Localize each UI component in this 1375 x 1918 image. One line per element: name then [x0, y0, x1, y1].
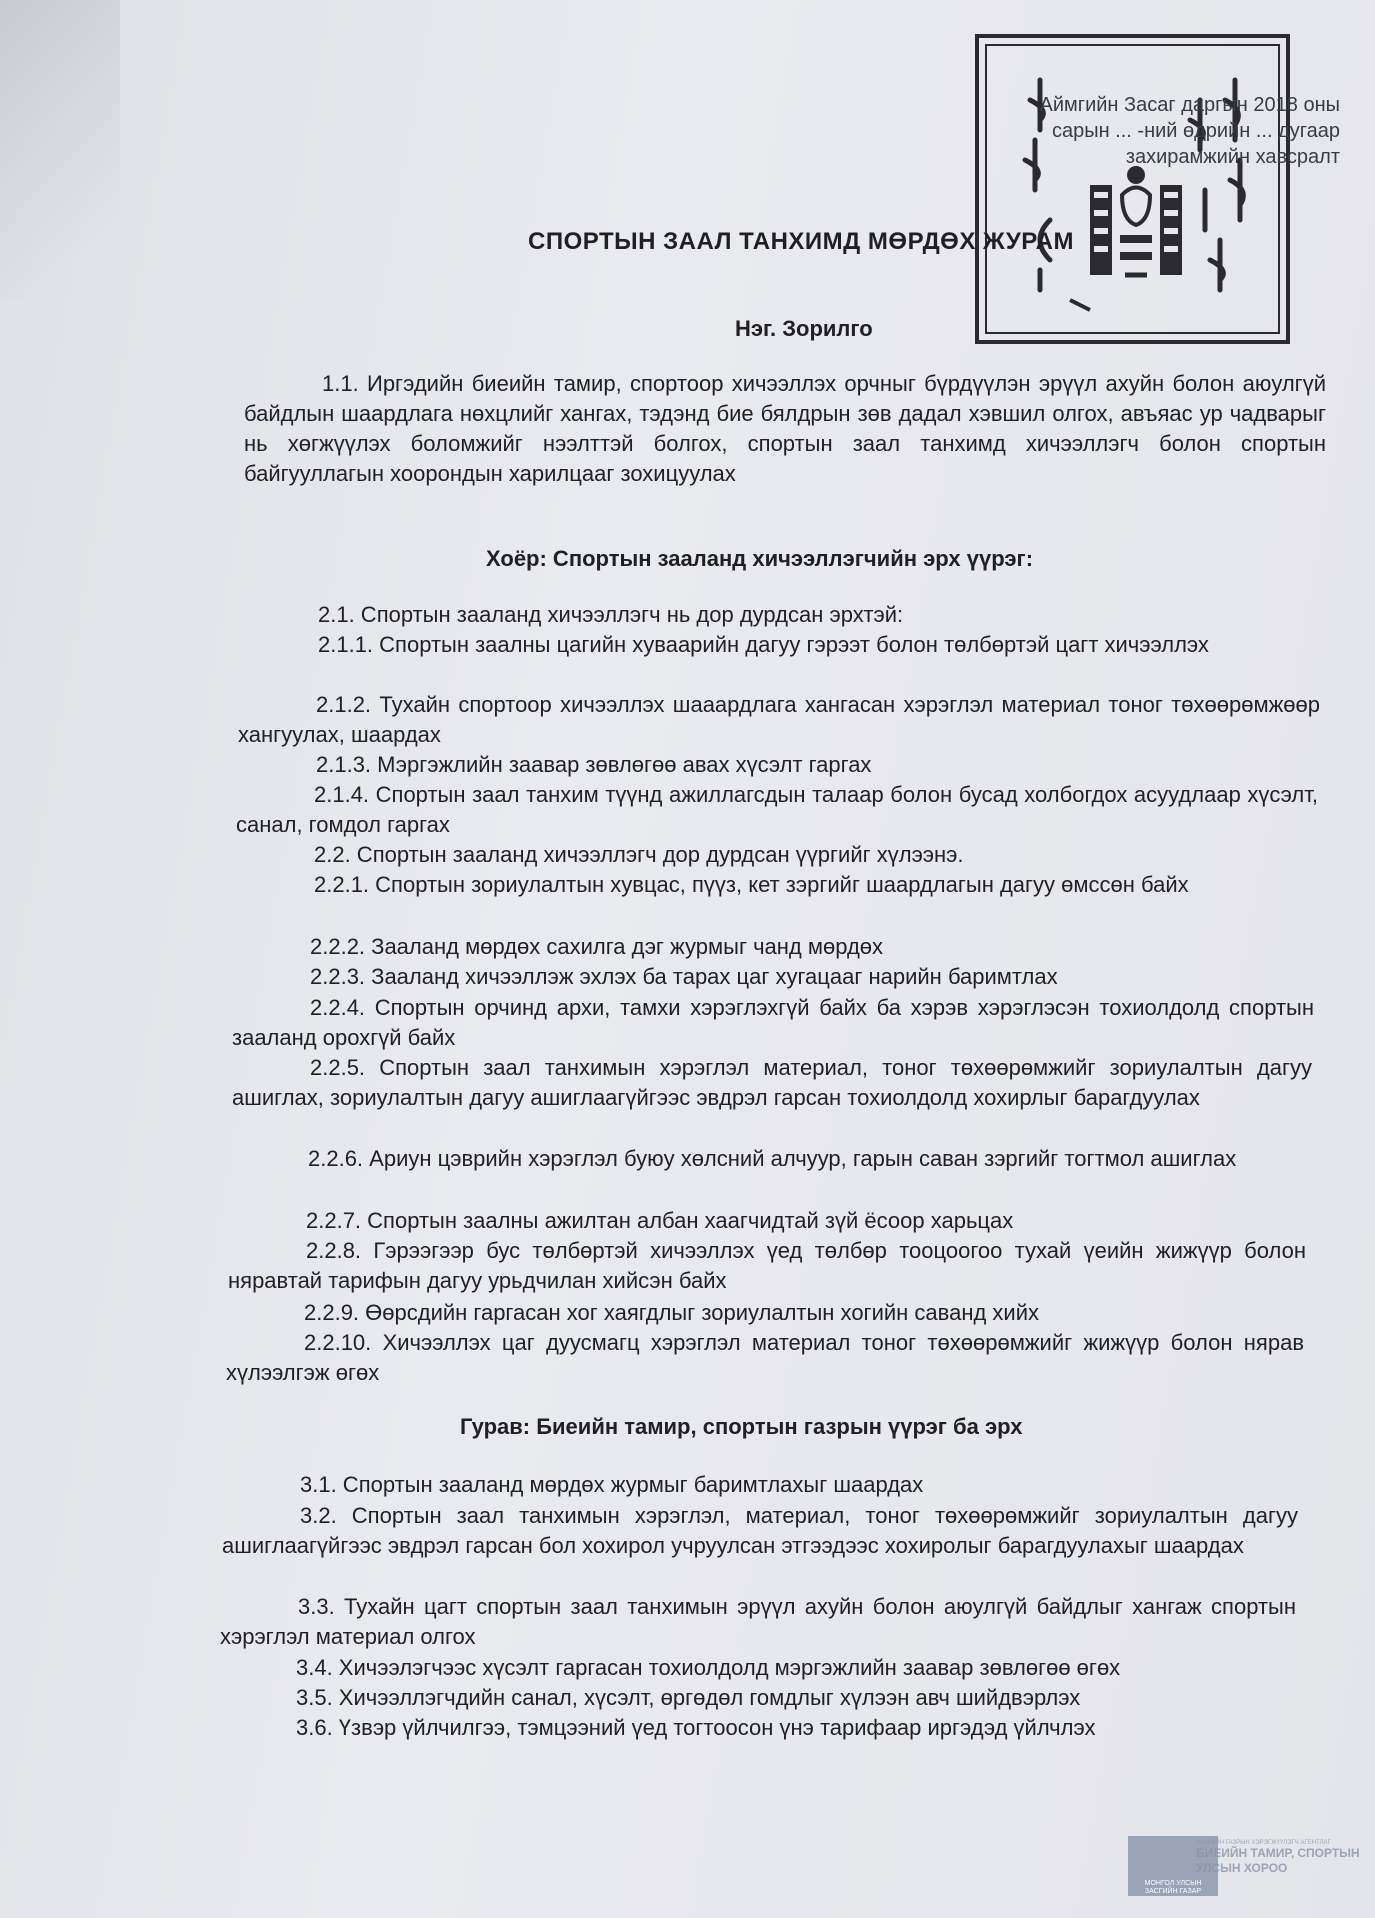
paragraph-2-2-7: 2.2.7. Спортын заалны ажилтан албан хаагчидтай зүй ёсоор харьцах: [306, 1208, 1014, 1233]
agency-watermark: [1196, 1840, 1366, 1876]
paragraph-2-2-10: 2.2.10. Хичээллэх цаг дуусмагц хэрэглэл материал тоног төхөөрөмжийг жижүүр болон нярав хүлээлгэж өгөх: [226, 1330, 1304, 1385]
paragraph-3-4: 3.4. Хичээлэгчээс хүсэлт гаргасан тохиолдолд мэргэжлийн заавар зөвлөгөө өгөх: [296, 1655, 1121, 1680]
paragraph-2-2-5: 2.2.5. Спортын заал танхимын хэрэглэл материал, тоног төхөөрөмжийг зориулалтын дагуу ашиглах, зориулалтын дагуу ашиглаагүйгээс эвдрэл гарсан тохиолдолд хохирлыг барагдуулах: [232, 1055, 1312, 1110]
approval-note: [930, 92, 1340, 170]
paragraph-3-3: 3.3. Тухайн цагт спортын заал танхимын эрүүл ахуйн болон аюулгүй байдлыг хангаж спортын хэрэглэл материал олгох: [220, 1594, 1296, 1649]
watermark-small-line: ЗАСГИЙН ГАЗРЫН ХЭРЭГЖҮҮЛЭГЧ АГЕНТЛАГ: [1196, 1840, 1331, 1846]
approval-line-1: Аймгийн Засаг даргын 2018 оны: [1039, 94, 1340, 116]
paragraph-2-2-3: 2.2.3. Зааланд хичээллэж эхлэх ба тарах цаг хугацааг нарийн баримтлах: [310, 964, 1058, 989]
page-shadow: [0, 0, 120, 300]
document-title: СПОРТЫН ЗААЛ ТАНХИМД МӨРДӨХ ЖУРАМ: [528, 228, 1074, 255]
paragraph-2-1-2: 2.1.2. Тухайн спортоор хичээллэх шааардлага хангасан хэрэглэл материал тоног төхөөрөмжөөр хангуулах, шаардах: [238, 692, 1320, 747]
paragraph-2-2: 2.2. Спортын зааланд хичээллэгч дор дурдсан үүргийг хүлээнэ.: [314, 842, 964, 867]
paragraph-3-6: 3.6. Үзвэр үйлчилгээ, тэмцээний үед тогтоосон үнэ тарифаар иргэдэд үйлчлэх: [296, 1715, 1096, 1740]
paragraph-2-2-2: 2.2.2. Зааланд мөрдөх сахилга дэг журмыг чанд мөрдөх: [310, 934, 884, 959]
paragraph-3-1: 3.1. Спортын зааланд мөрдөх журмыг баримтлахыг шаардах: [300, 1472, 924, 1497]
approval-line-3: захирамжийн хавсралт: [1125, 146, 1340, 168]
emblem-caption: МОНГОЛ УЛСЫН ЗАСГИЙН ГАЗАР: [1144, 1880, 1202, 1895]
paragraph-2-2-9: 2.2.9. Өөрсдийн гаргасан хог хаягдлыг зориулалтын хогийн саванд хийх: [304, 1300, 1040, 1325]
watermark-line-2: УЛСЫН ХОРОО: [1196, 1861, 1288, 1875]
section-2-heading: Хоёр: Спортын зааланд хичээллэгчийн эрх үүрэг:: [486, 546, 1034, 571]
paragraph-2-2-6: 2.2.6. Ариун цэврийн хэрэглэл буюу хөлсний алчуур, гарын саван зэргийг тогтмол ашиглах: [308, 1146, 1237, 1171]
approval-line-2: сарын ... -ний өдрийн ... дугаар: [1051, 120, 1340, 142]
section-3-heading: Гурав: Биеийн тамир, спортын газрын үүрэг ба эрх: [460, 1414, 1023, 1439]
paragraph-2-2-4: 2.2.4. Спортын орчинд архи, тамхи хэрэглэхгүй байх ба хэрэв хэрэглэсэн тохиолдолд спортын зааланд орохгүй байх: [232, 995, 1314, 1050]
paragraph-2-1-3: 2.1.3. Мэргэжлийн заавар зөвлөгөө авах хүсэлт гаргах: [316, 752, 872, 777]
paragraph-2-2-8: 2.2.8. Гэрээгээр бус төлбөртэй хичээллэх үед төлбөр тооцоогоо тухай үеийн жижүүр болон няравтай тарифын дагуу урьдчилан хийсэн байх: [228, 1238, 1306, 1293]
paragraph-1-1: 1.1. Иргэдийн биеийн тамир, спортоор хичээллэх орчныг бүрдүүлэн эрүүл ахуйн болон аюулгүй байдлын шаардлага нөхцлийг хангах, тэдэнд бие бялдрын зөв дадал хэвшил олгох, авъяас ур чадварыг нь хөгжүүлэх боломжийг нээлттэй болгох, спортын заал танхимд хичээллэгч болон спортын байгууллагын хоорондын харилцааг зохицуулах: [244, 371, 1326, 486]
paragraph-2-1-4: 2.1.4. Спортын заал танхим түүнд ажиллагсдын талаар болон бусад холбогдох асуудлаар хүсэлт, санал, гомдол гаргах: [236, 782, 1318, 837]
section-1-heading: Нэг. Зорилго: [735, 316, 873, 341]
paragraph-2-2-1: 2.2.1. Спортын зориулалтын хувцас, пүүз, кет зэргийг шаардлагын дагуу өмссөн байх: [314, 872, 1189, 897]
paragraph-3-2: 3.2. Спортын заал танхимын хэрэглэл, материал, тоног төхөөрөмжийг зориулалтын дагуу ашиглаагүйгээс эвдрэл гарсан бол хохирол учруулсан этгээдээс хохиролыг барагдуулахыг шаардах: [222, 1503, 1298, 1558]
watermark-line-1: БИЕИЙН ТАМИР, СПОРТЫН: [1196, 1846, 1360, 1860]
paragraph-3-5: 3.5. Хичээллэгчдийн санал, хүсэлт, өргөдөл гомдлыг хүлээн авч шийдвэрлэх: [296, 1685, 1081, 1710]
paragraph-2-1: 2.1. Спортын зааланд хичээллэгч нь дор дурдсан эрхтэй:: [318, 602, 904, 627]
paragraph-2-1-1: 2.1.1. Спортын заалны цагийн хуваарийн дагуу гэрээт болон төлбөртэй цагт хичээллэх: [318, 632, 1209, 657]
